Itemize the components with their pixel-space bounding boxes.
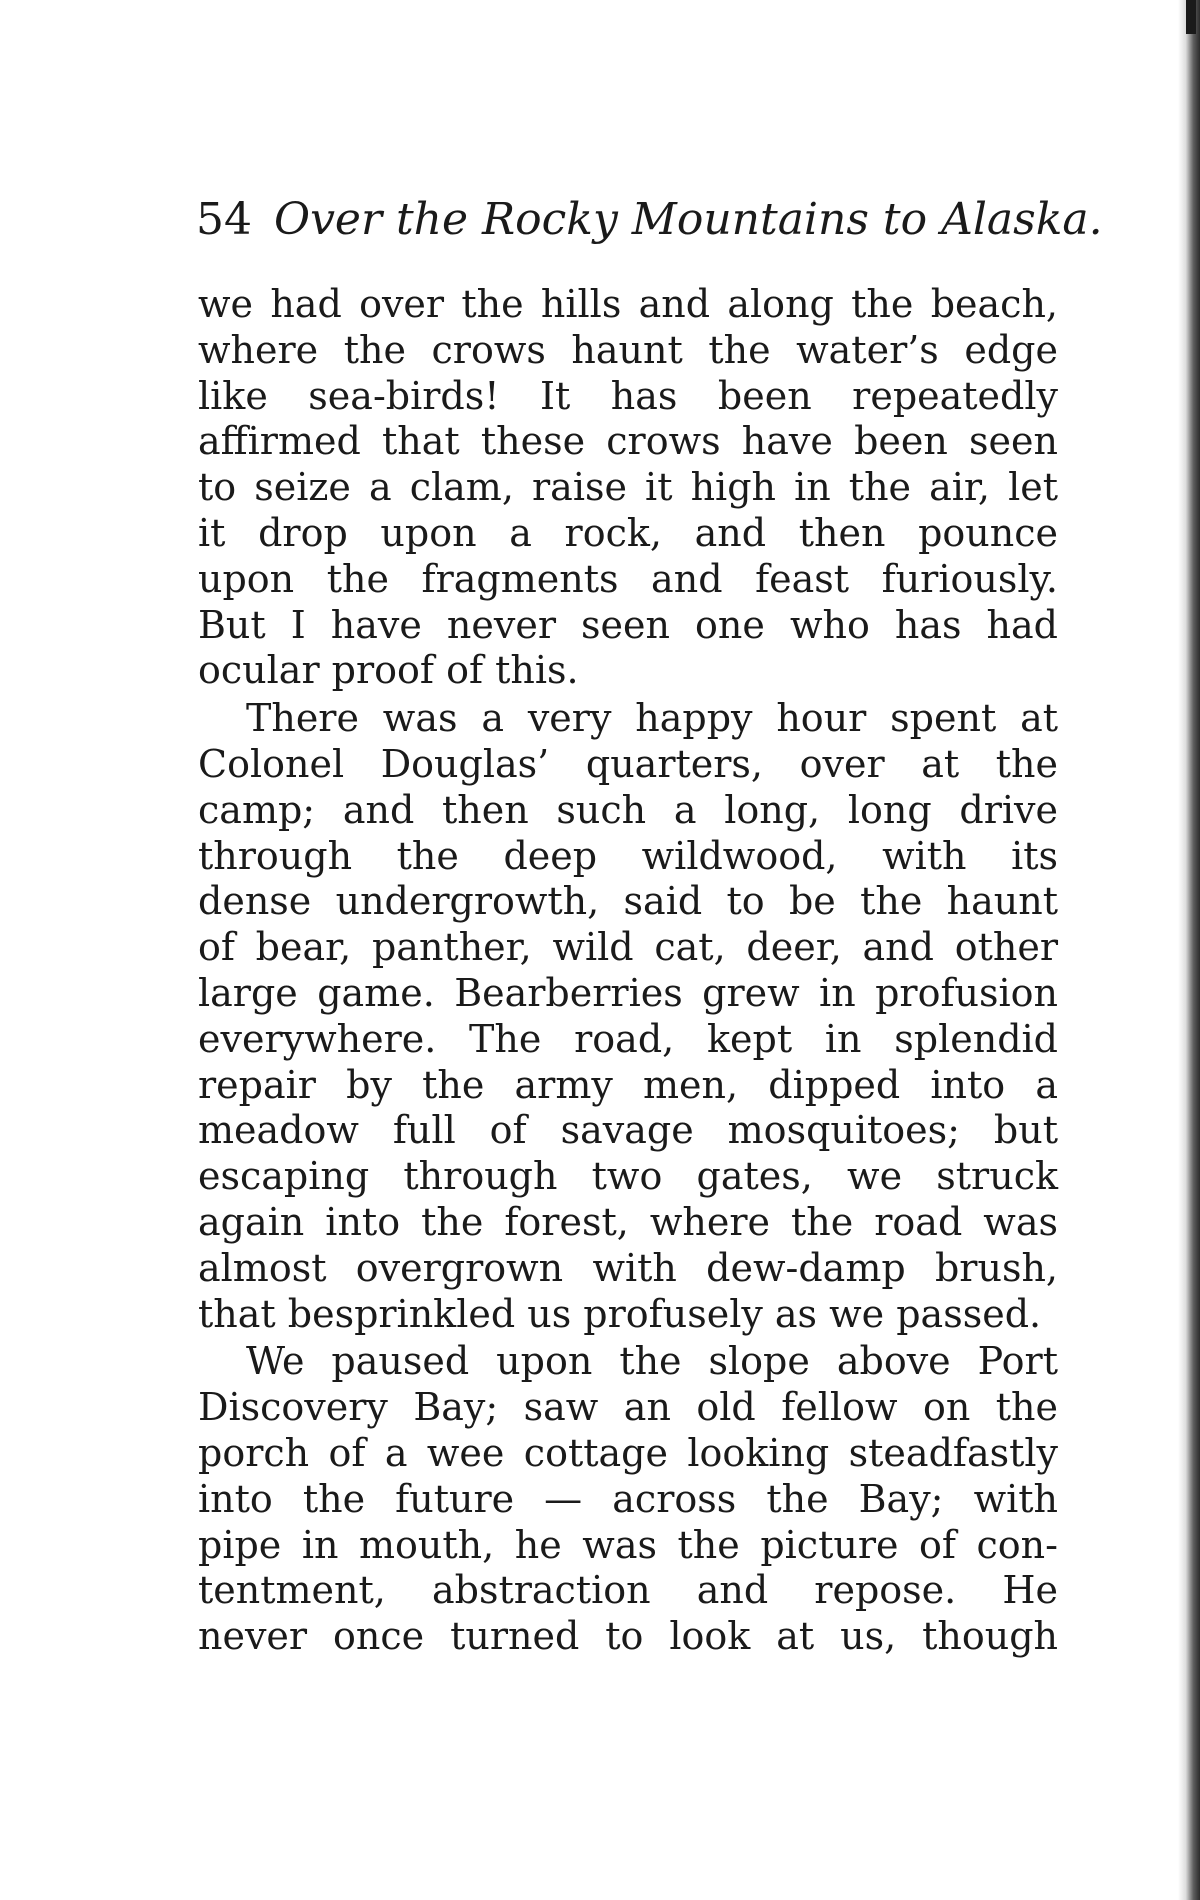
text-line: Colonel Douglas’ quarters, over at the <box>198 741 1058 786</box>
text-line: almost overgrown with dew-damp brush, <box>198 1245 1058 1290</box>
paragraph-1 <box>198 282 1058 694</box>
text-line: into the future — across the Bay; with <box>198 1476 1058 1521</box>
text-line: Discovery Bay; saw an old fellow on the <box>198 1385 1058 1430</box>
text-line: There was a very happy hour spent at <box>246 696 1058 741</box>
text-line: through the deep wildwood, with its <box>198 833 1058 878</box>
page-number: 54 <box>196 194 252 245</box>
text-line: escaping through two gates, we struck <box>198 1154 1058 1199</box>
running-head <box>196 190 1103 250</box>
text-line: pipe in mouth, he was the picture of con- <box>198 1522 1058 1567</box>
body-text <box>198 282 1058 1660</box>
text-line: ocular proof of this. <box>198 648 579 693</box>
text-line: But I have never seen one who has had <box>198 602 1058 647</box>
text-line: like sea-birds! It has been repeatedly <box>198 373 1058 418</box>
text-line: repair by the army men, dipped into a <box>198 1062 1058 1107</box>
text-line: affirmed that these crows have been seen <box>198 419 1058 464</box>
text-line: to seize a clam, raise it high in the air, let <box>198 465 1058 510</box>
text-line: large game. Bearberries grew in profusion <box>198 970 1058 1015</box>
book-title: Over the Rocky Mountains to Alaska. <box>274 194 1103 245</box>
text-line: porch of a wee cottage looking steadfastly <box>198 1430 1058 1475</box>
paragraph-2 <box>198 696 1058 1337</box>
text-line: camp; and then such a long, long drive <box>198 787 1058 832</box>
text-line: we had over the hills and along the beach, <box>198 282 1058 326</box>
text-line: it drop upon a rock, and then pounce <box>198 510 1058 555</box>
text-line: upon the fragments and feast furiously. <box>198 556 1058 601</box>
text-line: meadow full of savage mosquitoes; but <box>198 1108 1058 1153</box>
paragraph-3 <box>198 1339 1058 1660</box>
page-edge-shadow <box>1178 0 1200 1900</box>
text-line: We paused upon the slope above Port <box>246 1339 1058 1384</box>
text-line: dense undergrowth, said to be the haunt <box>198 879 1058 924</box>
text-line: everywhere. The road, kept in splendid <box>198 1016 1058 1061</box>
text-line: where the crows haunt the water’s edge <box>198 327 1058 372</box>
text-line: again into the forest, where the road was <box>198 1199 1058 1244</box>
page-edge-mark <box>1186 0 1196 34</box>
text-line: never once turned to look at us, though <box>198 1614 1058 1659</box>
text-line: of bear, panther, wild cat, deer, and other <box>198 925 1058 970</box>
text-line: that besprinkled us profusely as we passed. <box>198 1291 1042 1336</box>
text-line: tentment, abstraction and repose. He <box>198 1568 1058 1613</box>
